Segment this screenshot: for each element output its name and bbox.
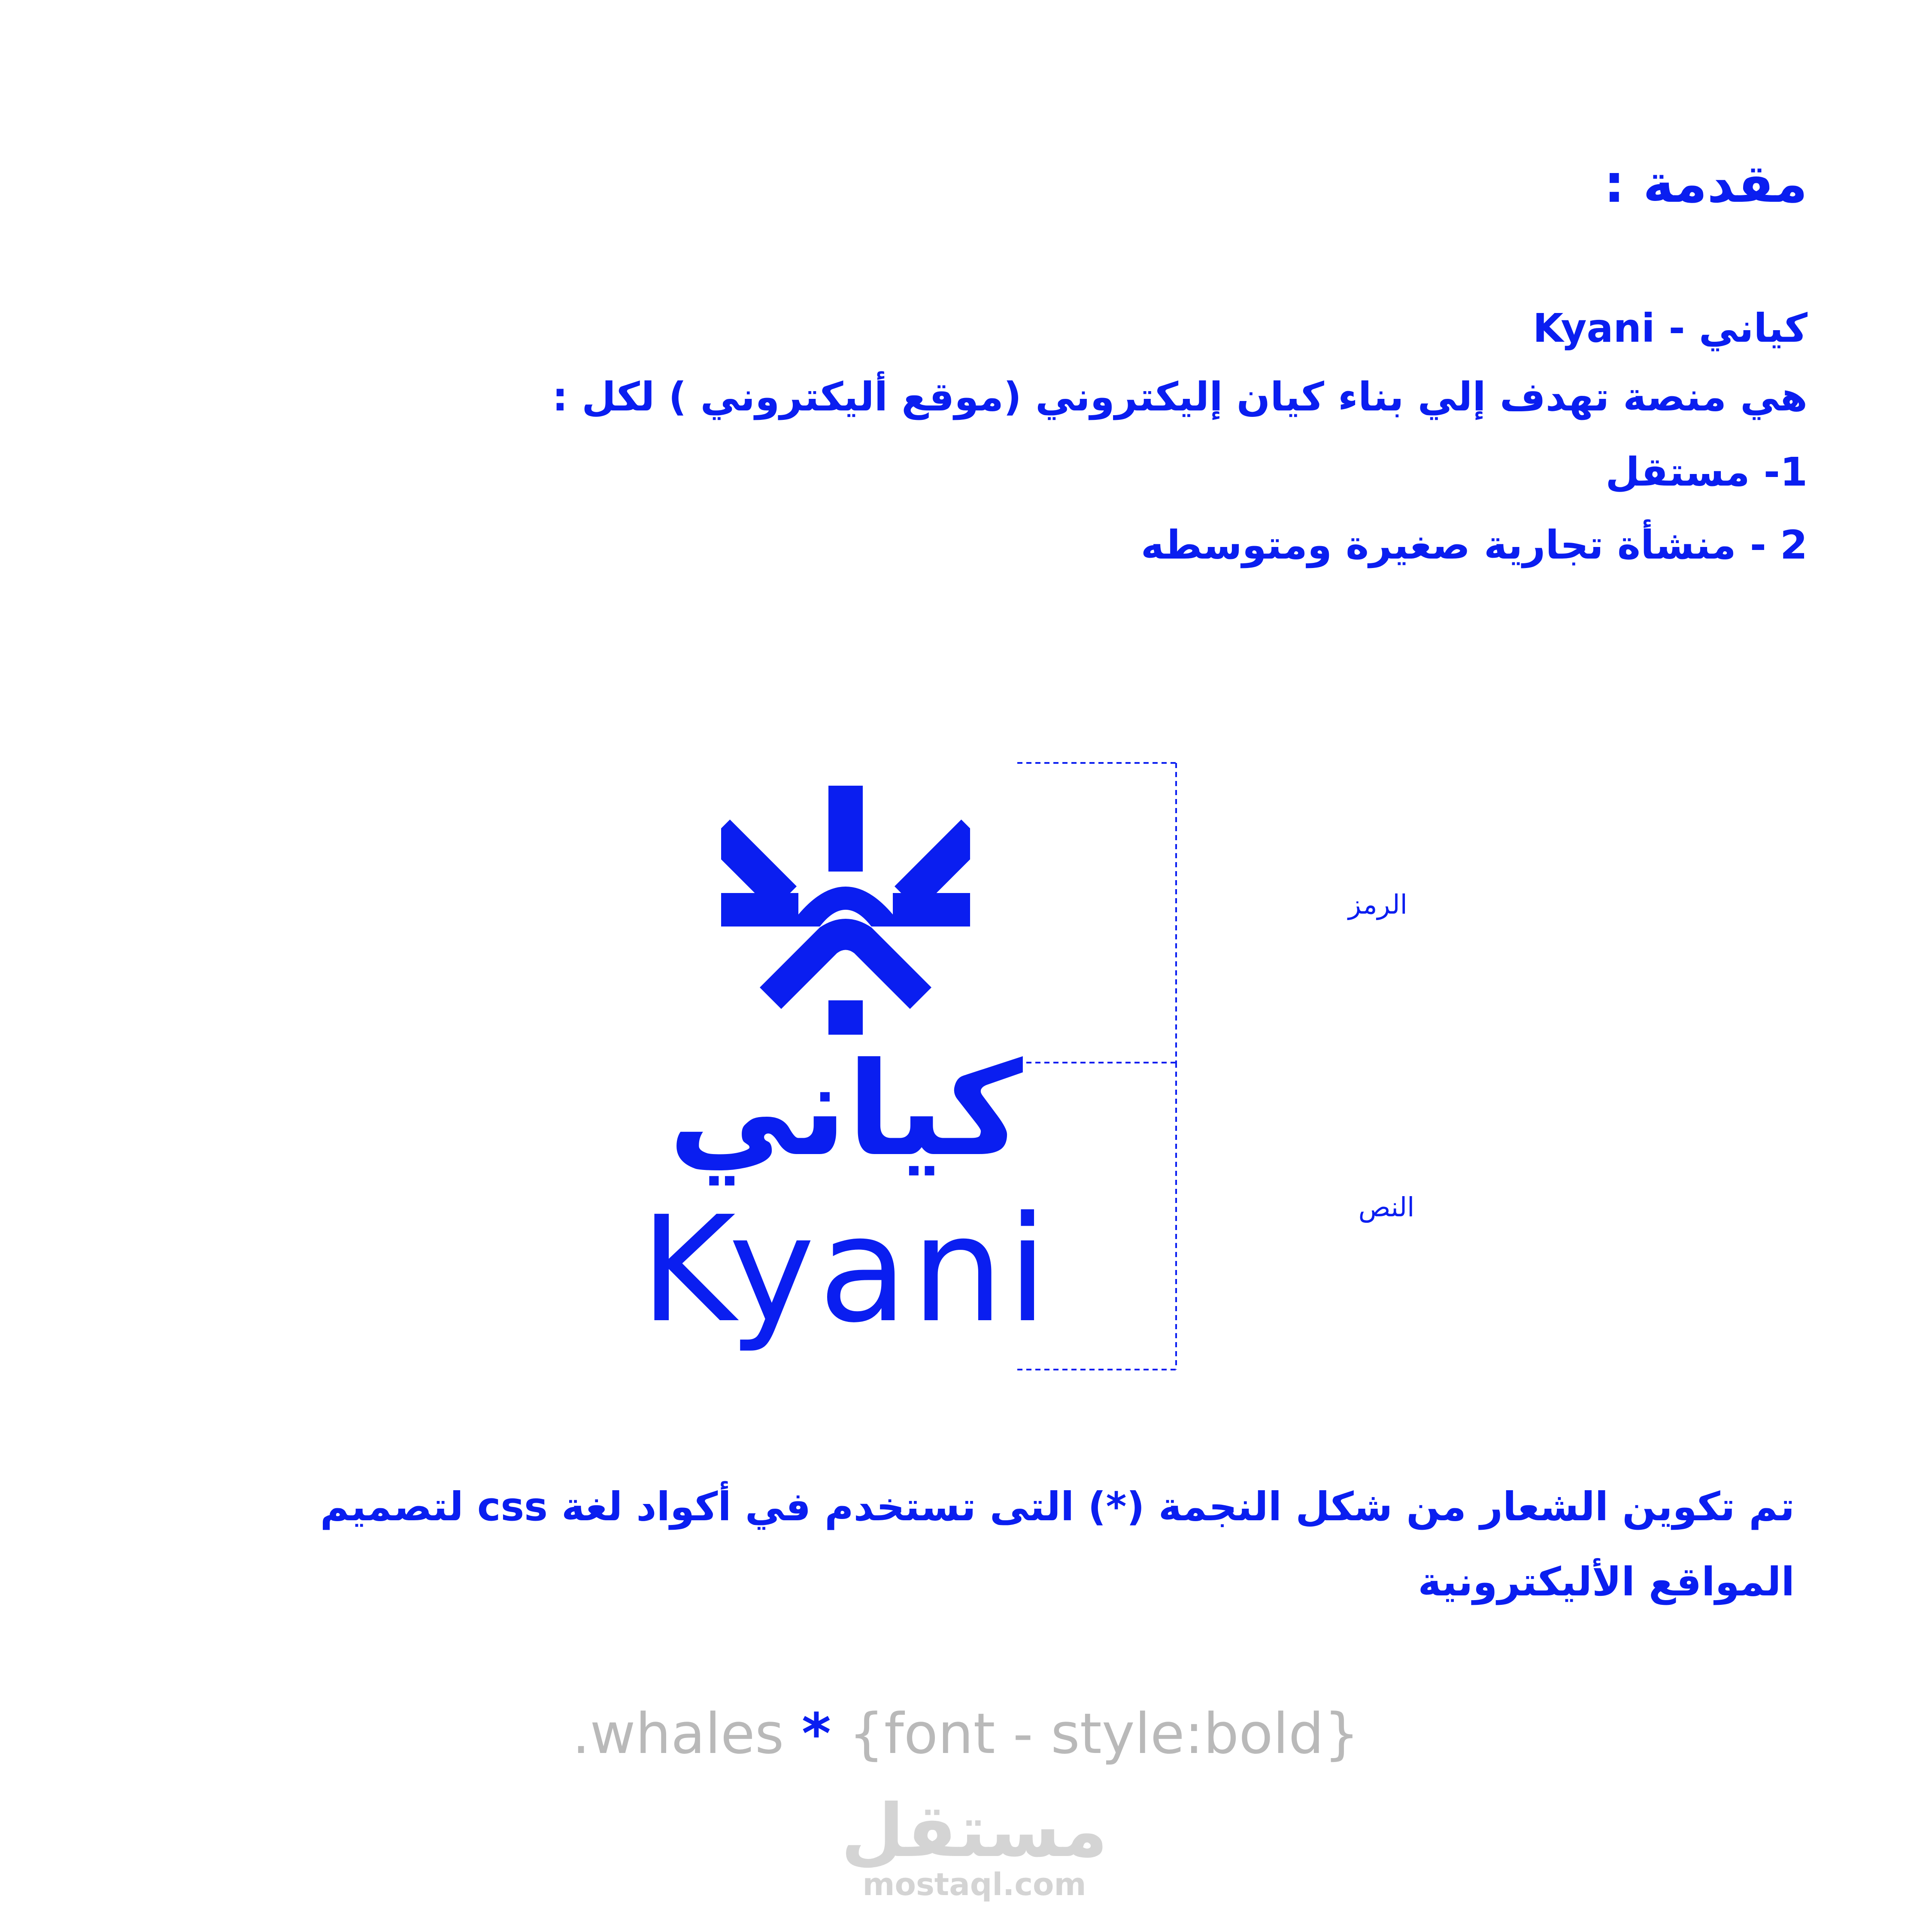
intro-list-item-2: 2 - منشأة تجارية صغيرة ومتوسطه — [1140, 522, 1808, 568]
guide-label-text: النص — [1358, 1191, 1415, 1223]
closing-paragraph-line-1: تم تكوين الشعار من شكل النجمة (*) التى تستخدم في أكواد لغة css لتصميم — [320, 1484, 1795, 1530]
code-asterisk: * — [801, 1701, 831, 1766]
css-code-snippet — [515, 1700, 1416, 1767]
mostaql-watermark — [837, 1789, 1112, 1902]
watermark-logo-text: مستقل — [841, 1789, 1108, 1874]
asterisk-star-icon — [721, 786, 970, 1035]
watermark-url: mostaql.com — [862, 1866, 1086, 1902]
intro-brand-line: كياني - Kyani — [1533, 305, 1808, 351]
intro-description: هي منصة تهدف إلي بناء كيان إليكتروني (موقع أليكتروني ) لكل : — [552, 374, 1808, 420]
closing-paragraph-line-2: المواقع الأليكترونية — [1418, 1559, 1795, 1605]
logo-dimension-guides — [1017, 762, 1189, 1372]
logo-arabic-name: كياني — [668, 1035, 1023, 1185]
intro-list-item-1: 1- مستقل — [1605, 449, 1808, 495]
code-declaration: {font - style:bold} — [831, 1701, 1360, 1766]
guide-label-symbol: الرمز — [1348, 889, 1407, 920]
logo-latin-name: Kyani — [640, 1185, 1051, 1355]
page-heading: مقدمة : — [1604, 153, 1808, 214]
code-selector: .whales — [572, 1701, 802, 1766]
